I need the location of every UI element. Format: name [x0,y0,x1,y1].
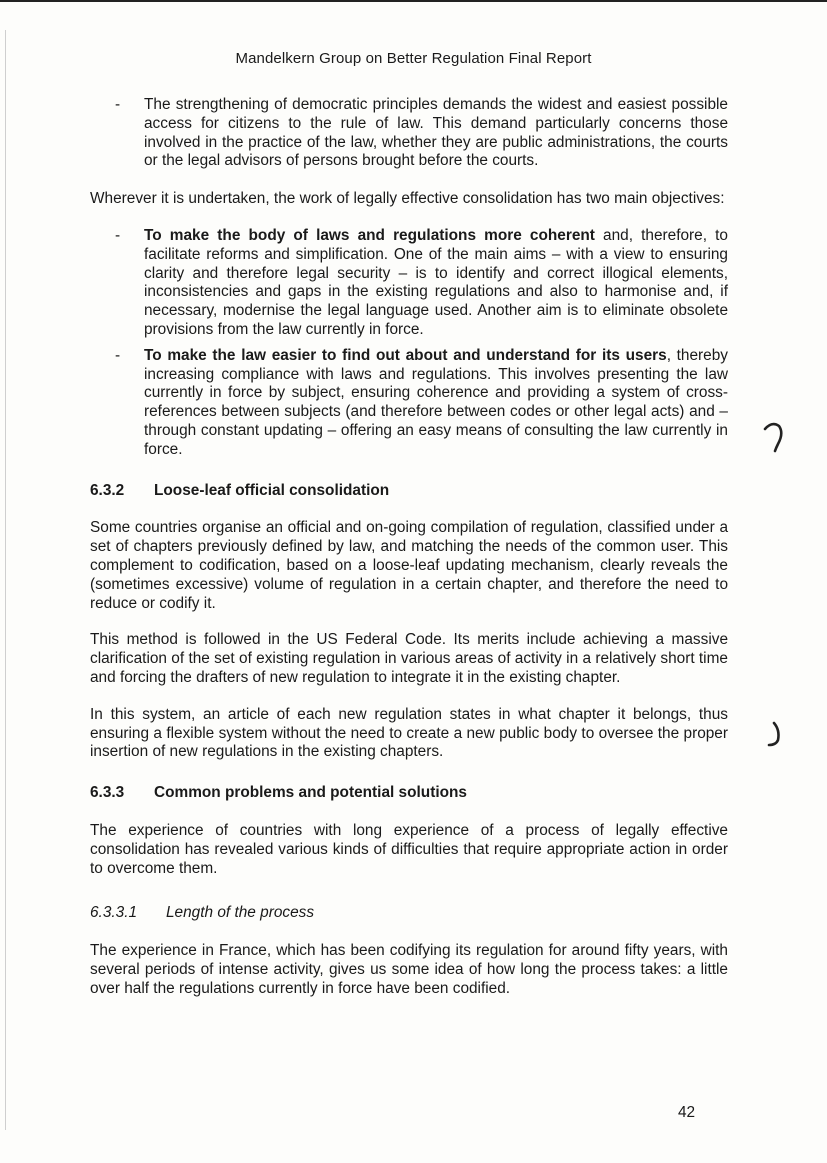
binder-punch-mark-icon [762,420,786,454]
objective-item [90,227,728,340]
paragraph: The experience of countries with long experience of a process of legally effective consolidation has revealed various kinds of difficulties that require appropriate action in order to overcome them. [90,821,728,877]
intro-bullet-text: The strengthening of democratic principles demands the widest and easiest possible access for citizens to the rule of law. This demand particularly concerns those involved in the practice of the law, whether they are public administrations, the courts or the legal advisors of persons brought before the courts. [144,96,728,170]
section-heading-632 [90,482,728,501]
objective-bold-lead: To make the body of laws and regulations more coherent [144,226,595,244]
paragraph: This method is followed in the US Federal Code. Its merits include achieving a massive clarification of the set of existing regulation in various areas of activity in a relatively short time and forcing the drafters of new regulation to integrate it in the existing chapter. [90,631,728,686]
objectives-intro: Wherever it is undertaken, the work of legally effective consolidation has two main objectives: [90,190,725,208]
section-number: 6.3.2 [90,481,125,499]
bullet-dash: - [115,96,121,113]
bullet-dash: - [115,346,121,364]
paragraph: Some countries organise an official and on-going compilation of regulation, classified under a set of chapters previously defined by law, and matching the needs of the common user. This complement to codification, based on a loose-leaf updating mechanism, clearly reveals the (sometimes excessive) volume of regulation in a certain chapter, and therefore the need to reduce or codify it. [90,519,728,612]
binder-punch-mark-icon [764,720,786,750]
objective-text: and, therefore, to facilitate reforms and simplification. One of the main aims – with a view to ensuring clarity and therefore legal security – is to identify and correct illogical elements, inconsistencies and gaps in the existing regulations and also to harmonise and, if necessary, modernise the legal language used. Another aim is to eliminate obsolete provisions from the law currently in force. [144,226,728,338]
section-number: 6.3.3 [90,784,125,802]
objective-text: , thereby increasing compliance with laws and regulations. This involves presenting the law currently in force by subject, ensuring coherence and providing a system of cross-references between subjects (and therefore between codes or other legal acts) and – through constant updating – offering an easy means of consulting the law currently in force. [144,346,728,458]
section-heading-633 [90,784,728,803]
running-header: Mandelkern Group on Better Regulation Final Report [235,50,592,67]
bullet-dash: - [115,226,121,244]
page-body [90,96,728,1016]
section-title: Loose-leaf official consolidation [154,481,390,499]
paragraph: In this system, an article of each new regulation states in what chapter it belongs, thus ensuring a flexible system without the need to create a new public body to oversee the proper insertion of new regulations in the existing chapters. [90,705,728,761]
paragraph: The experience in France, which has been codifying its regulation for around fifty years, with several periods of intense activity, gives us some idea of how long the process takes: a little over half the regulations currently in force have been codified. [90,942,728,997]
intro-bullet [90,96,728,171]
objective-bold-lead: To make the law easier to find out about and understand for its users [144,346,667,364]
page-number: 42 [678,1104,696,1121]
subsection-number: 6.3.3.1 [90,904,138,922]
left-scan-edge [5,30,6,1130]
subsection-title: Length of the process [166,904,315,922]
top-border-line [0,0,827,2]
section-title: Common problems and potential solutions [154,784,467,802]
subsection-heading-6331 [90,904,728,923]
objective-item [90,347,728,460]
